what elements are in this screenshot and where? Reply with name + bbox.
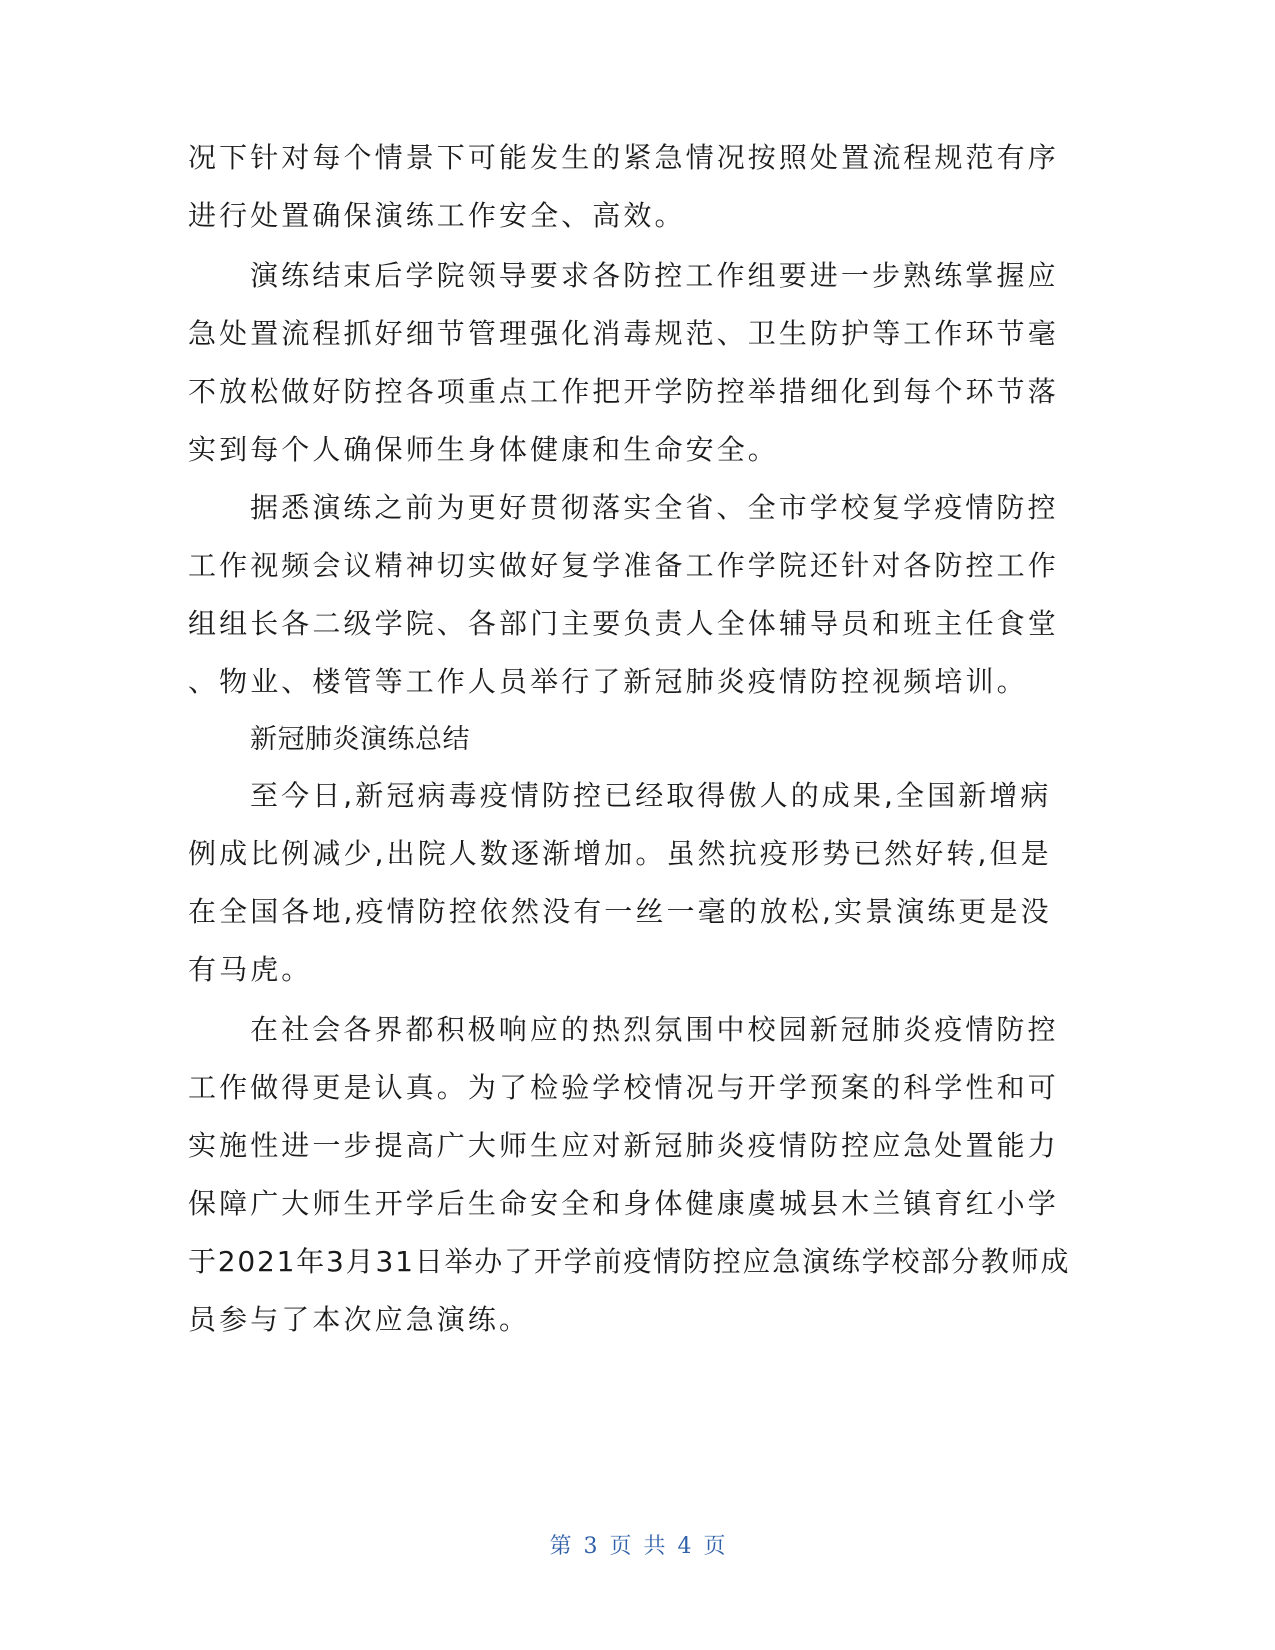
page-footer (0, 1529, 1275, 1560)
paragraph-line: 工作视频会议精神切实做好复学准备工作学院还针对各防控工作 (188, 549, 1059, 582)
paragraph-line: 至今日,新冠病毒疫情防控已经取得傲人的成果,全国新增病 (250, 779, 1052, 812)
paragraph-line: 、物业、楼管等工作人员举行了新冠肺炎疫情防控视频培训。 (188, 665, 1028, 698)
paragraph-line: 有马虎。 (188, 953, 313, 986)
footer-suffix: 页 (703, 1534, 726, 1559)
paragraph-line: 实到每个人确保师生身体健康和生命安全。 (188, 433, 779, 466)
paragraph-line: 在社会各界都积极响应的热烈氛围中校园新冠肺炎疫情防控 (250, 1013, 1059, 1046)
paragraph-line: 演练结束后学院领导要求各防控工作组要进一步熟练掌握应 (250, 259, 1059, 292)
paragraph-line: 于2021年3月31日举办了开学前疫情防控应急演练学校部分教师成 (188, 1245, 1071, 1278)
paragraph-line: 不放松做好防控各项重点工作把开学防控举措细化到每个环节落 (188, 375, 1059, 408)
footer-total-word: 共 (643, 1534, 666, 1559)
footer-page-word: 页 (609, 1534, 632, 1559)
current-page-number: 3 (583, 1534, 598, 1559)
paragraph-line: 员参与了本次应急演练。 (188, 1303, 531, 1336)
paragraph-line: 例成比例减少,出院人数逐渐增加。虽然抗疫形势已然好转,但是 (188, 837, 1052, 870)
paragraph-line: 实施性进一步提高广大师生应对新冠肺炎疫情防控应急处置能力 (188, 1129, 1059, 1162)
paragraph-line: 组组长各二级学院、各部门主要负责人全体辅导员和班主任食堂 (188, 607, 1059, 640)
total-page-count: 4 (677, 1534, 692, 1559)
paragraph-line: 据悉演练之前为更好贯彻落实全省、全市学校复学疫情防控 (250, 491, 1059, 524)
paragraph-line: 况下针对每个情景下可能发生的紧急情况按照处置流程规范有序 (188, 141, 1059, 174)
paragraph-line: 保障广大师生开学后生命安全和身体健康虞城县木兰镇育红小学 (188, 1187, 1059, 1220)
paragraph-line: 进行处置确保演练工作安全、高效。 (188, 199, 686, 232)
paragraph-line: 急处置流程抓好细节管理强化消毒规范、卫生防护等工作环节毫 (188, 317, 1059, 350)
paragraph-line: 工作做得更是认真。为了检验学校情况与开学预案的科学性和可 (188, 1071, 1059, 1104)
paragraph-line: 在全国各地,疫情防控依然没有一丝一毫的放松,实景演练更是没 (188, 895, 1052, 928)
footer-prefix: 第 (549, 1534, 572, 1559)
section-heading: 新冠肺炎演练总结 (250, 724, 470, 755)
